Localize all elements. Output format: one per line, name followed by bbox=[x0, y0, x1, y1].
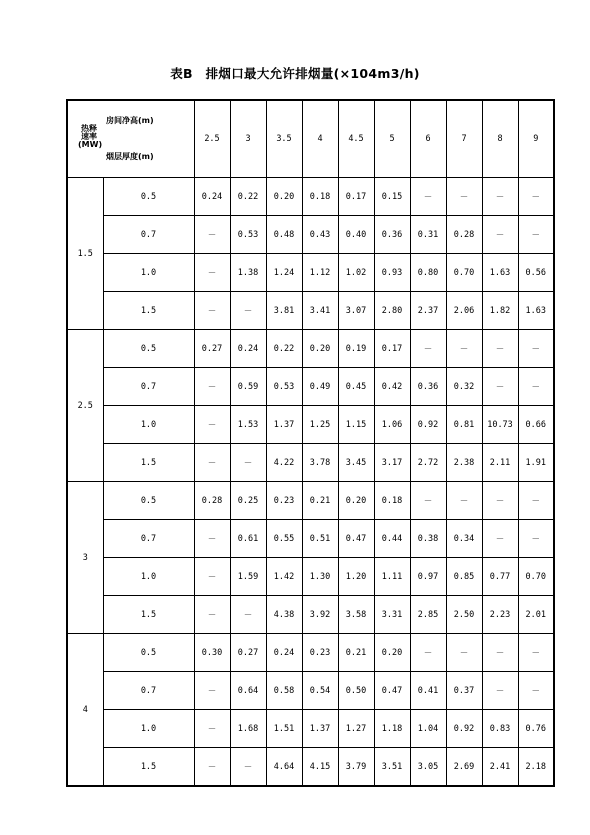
value-cell: 0.24 bbox=[230, 330, 266, 368]
table-row bbox=[67, 710, 554, 748]
value-cell: 2.18 bbox=[518, 748, 554, 787]
value-cell: 0.70 bbox=[446, 254, 482, 292]
header-row bbox=[67, 100, 554, 178]
value-cell: 0.85 bbox=[446, 558, 482, 596]
thickness-cell: 0.7 bbox=[103, 216, 194, 254]
table-row bbox=[67, 178, 554, 216]
thickness-cell: 0.7 bbox=[103, 520, 194, 558]
value-cell: 0.64 bbox=[230, 672, 266, 710]
value-cell: 3.07 bbox=[338, 292, 374, 330]
value-cell: 1.68 bbox=[230, 710, 266, 748]
value-cell: － bbox=[482, 216, 518, 254]
value-cell: 3.78 bbox=[302, 444, 338, 482]
value-cell: 2.80 bbox=[374, 292, 410, 330]
value-cell: 10.73 bbox=[482, 406, 518, 444]
value-cell: － bbox=[230, 748, 266, 787]
thickness-cell: 0.5 bbox=[103, 482, 194, 520]
height-header: 8 bbox=[482, 100, 518, 178]
value-cell: 0.37 bbox=[446, 672, 482, 710]
value-cell: 1.18 bbox=[374, 710, 410, 748]
table-row bbox=[67, 254, 554, 292]
value-cell: 1.59 bbox=[230, 558, 266, 596]
value-cell: 0.22 bbox=[230, 178, 266, 216]
thickness-cell: 0.7 bbox=[103, 672, 194, 710]
value-cell: － bbox=[482, 482, 518, 520]
value-cell: － bbox=[446, 178, 482, 216]
thickness-cell: 0.7 bbox=[103, 368, 194, 406]
heat-rate-cell: 4 bbox=[67, 634, 103, 787]
value-cell: － bbox=[230, 444, 266, 482]
value-cell: 2.72 bbox=[410, 444, 446, 482]
value-cell: 2.50 bbox=[446, 596, 482, 634]
value-cell: 0.30 bbox=[194, 634, 230, 672]
value-cell: 0.93 bbox=[374, 254, 410, 292]
value-cell: 1.91 bbox=[518, 444, 554, 482]
value-cell: 0.21 bbox=[302, 482, 338, 520]
value-cell: 1.27 bbox=[338, 710, 374, 748]
value-cell: － bbox=[194, 596, 230, 634]
heat-rate-cell: 1.5 bbox=[67, 178, 103, 330]
value-cell: － bbox=[230, 292, 266, 330]
value-cell: － bbox=[194, 292, 230, 330]
value-cell: 3.92 bbox=[302, 596, 338, 634]
value-cell: 0.23 bbox=[302, 634, 338, 672]
value-cell: 3.45 bbox=[338, 444, 374, 482]
heat-rate-cell: 2.5 bbox=[67, 330, 103, 482]
value-cell: 1.06 bbox=[374, 406, 410, 444]
value-cell: 3.41 bbox=[302, 292, 338, 330]
value-cell: 0.45 bbox=[338, 368, 374, 406]
height-header: 3 bbox=[230, 100, 266, 178]
value-cell: 4.64 bbox=[266, 748, 302, 787]
value-cell: － bbox=[194, 710, 230, 748]
value-cell: 0.81 bbox=[446, 406, 482, 444]
value-cell: － bbox=[518, 178, 554, 216]
value-cell: － bbox=[194, 216, 230, 254]
value-cell: 0.24 bbox=[194, 178, 230, 216]
value-cell: 1.37 bbox=[302, 710, 338, 748]
value-cell: 0.55 bbox=[266, 520, 302, 558]
value-cell: － bbox=[482, 368, 518, 406]
room-height-label: 房间净高(m) bbox=[106, 116, 154, 125]
table-row bbox=[67, 748, 554, 787]
value-cell: 1.11 bbox=[374, 558, 410, 596]
height-header: 5 bbox=[374, 100, 410, 178]
table-row bbox=[67, 558, 554, 596]
value-cell: 0.61 bbox=[230, 520, 266, 558]
value-cell: － bbox=[518, 634, 554, 672]
value-cell: 4.22 bbox=[266, 444, 302, 482]
table-row bbox=[67, 520, 554, 558]
table-row bbox=[67, 634, 554, 672]
value-cell: 1.30 bbox=[302, 558, 338, 596]
value-cell: － bbox=[482, 672, 518, 710]
value-cell: － bbox=[194, 558, 230, 596]
value-cell: － bbox=[230, 596, 266, 634]
value-cell: 0.18 bbox=[374, 482, 410, 520]
thickness-cell: 0.5 bbox=[103, 634, 194, 672]
value-cell: 0.21 bbox=[338, 634, 374, 672]
value-cell: 2.85 bbox=[410, 596, 446, 634]
value-cell: 0.40 bbox=[338, 216, 374, 254]
height-header: 6 bbox=[410, 100, 446, 178]
value-cell: 3.51 bbox=[374, 748, 410, 787]
value-cell: 0.22 bbox=[266, 330, 302, 368]
value-cell: － bbox=[518, 330, 554, 368]
table-row bbox=[67, 292, 554, 330]
value-cell: 0.51 bbox=[302, 520, 338, 558]
value-cell: 1.37 bbox=[266, 406, 302, 444]
table-row bbox=[67, 672, 554, 710]
value-cell: － bbox=[410, 178, 446, 216]
value-cell: 2.11 bbox=[482, 444, 518, 482]
value-cell: － bbox=[194, 368, 230, 406]
value-cell: 0.27 bbox=[194, 330, 230, 368]
value-cell: 2.37 bbox=[410, 292, 446, 330]
value-cell: 0.17 bbox=[374, 330, 410, 368]
value-cell: 1.42 bbox=[266, 558, 302, 596]
value-cell: 0.36 bbox=[410, 368, 446, 406]
height-header: 7 bbox=[446, 100, 482, 178]
value-cell: 0.20 bbox=[338, 482, 374, 520]
value-cell: － bbox=[482, 178, 518, 216]
value-cell: 3.17 bbox=[374, 444, 410, 482]
value-cell: 1.04 bbox=[410, 710, 446, 748]
value-cell: 1.15 bbox=[338, 406, 374, 444]
value-cell: 0.66 bbox=[518, 406, 554, 444]
value-cell: － bbox=[518, 482, 554, 520]
value-cell: － bbox=[194, 254, 230, 292]
value-cell: 0.38 bbox=[410, 520, 446, 558]
value-cell: 3.81 bbox=[266, 292, 302, 330]
thickness-cell: 1.5 bbox=[103, 292, 194, 330]
table-row bbox=[67, 368, 554, 406]
value-cell: 1.25 bbox=[302, 406, 338, 444]
value-cell: 2.23 bbox=[482, 596, 518, 634]
value-cell: 0.31 bbox=[410, 216, 446, 254]
value-cell: 0.92 bbox=[410, 406, 446, 444]
value-cell: 0.28 bbox=[446, 216, 482, 254]
value-cell: 3.58 bbox=[338, 596, 374, 634]
height-header: 4 bbox=[302, 100, 338, 178]
value-cell: 0.34 bbox=[446, 520, 482, 558]
thickness-cell: 1.5 bbox=[103, 748, 194, 787]
value-cell: － bbox=[482, 520, 518, 558]
value-cell: 0.19 bbox=[338, 330, 374, 368]
value-cell: 0.53 bbox=[230, 216, 266, 254]
value-cell: － bbox=[410, 634, 446, 672]
smoke-layer-label: 烟层厚度(m) bbox=[106, 152, 154, 161]
thickness-cell: 1.0 bbox=[103, 558, 194, 596]
thickness-cell: 0.5 bbox=[103, 178, 194, 216]
value-cell: － bbox=[194, 406, 230, 444]
value-cell: 0.54 bbox=[302, 672, 338, 710]
value-cell: 4.15 bbox=[302, 748, 338, 787]
thickness-cell: 1.0 bbox=[103, 710, 194, 748]
value-cell: 0.50 bbox=[338, 672, 374, 710]
corner-cell bbox=[67, 100, 194, 178]
value-cell: 3.05 bbox=[410, 748, 446, 787]
value-cell: － bbox=[482, 330, 518, 368]
value-cell: 0.97 bbox=[410, 558, 446, 596]
value-cell: 1.38 bbox=[230, 254, 266, 292]
value-cell: 0.70 bbox=[518, 558, 554, 596]
value-cell: 0.20 bbox=[374, 634, 410, 672]
value-cell: 0.58 bbox=[266, 672, 302, 710]
value-cell: 0.76 bbox=[518, 710, 554, 748]
value-cell: 0.77 bbox=[482, 558, 518, 596]
value-cell: 2.41 bbox=[482, 748, 518, 787]
value-cell: 3.31 bbox=[374, 596, 410, 634]
value-cell: － bbox=[194, 748, 230, 787]
value-cell: 2.69 bbox=[446, 748, 482, 787]
heat-rate-cell: 3 bbox=[67, 482, 103, 634]
value-cell: 0.17 bbox=[338, 178, 374, 216]
value-cell: 0.32 bbox=[446, 368, 482, 406]
height-header: 4.5 bbox=[338, 100, 374, 178]
value-cell: 1.53 bbox=[230, 406, 266, 444]
value-cell: － bbox=[518, 368, 554, 406]
value-cell: 1.02 bbox=[338, 254, 374, 292]
value-cell: 0.24 bbox=[266, 634, 302, 672]
value-cell: 2.01 bbox=[518, 596, 554, 634]
value-cell: － bbox=[446, 330, 482, 368]
value-cell: － bbox=[482, 634, 518, 672]
value-cell: － bbox=[518, 520, 554, 558]
value-cell: 0.41 bbox=[410, 672, 446, 710]
value-cell: 0.25 bbox=[230, 482, 266, 520]
value-cell: 0.44 bbox=[374, 520, 410, 558]
value-cell: 4.38 bbox=[266, 596, 302, 634]
value-cell: － bbox=[410, 330, 446, 368]
table-title: 表B 排烟口最大允许排烟量(×104m3/h) bbox=[170, 66, 420, 81]
value-cell: 0.28 bbox=[194, 482, 230, 520]
value-cell: 0.23 bbox=[266, 482, 302, 520]
height-header: 9 bbox=[518, 100, 554, 178]
value-cell: － bbox=[194, 672, 230, 710]
value-cell: 1.24 bbox=[266, 254, 302, 292]
value-cell: 0.48 bbox=[266, 216, 302, 254]
thickness-cell: 1.5 bbox=[103, 444, 194, 482]
value-cell: 1.63 bbox=[518, 292, 554, 330]
value-cell: 0.20 bbox=[302, 330, 338, 368]
height-header: 2.5 bbox=[194, 100, 230, 178]
value-cell: － bbox=[518, 216, 554, 254]
value-cell: － bbox=[194, 520, 230, 558]
value-cell: － bbox=[446, 482, 482, 520]
value-cell: － bbox=[446, 634, 482, 672]
value-cell: 0.42 bbox=[374, 368, 410, 406]
value-cell: 2.38 bbox=[446, 444, 482, 482]
value-cell: 0.56 bbox=[518, 254, 554, 292]
value-cell: 0.80 bbox=[410, 254, 446, 292]
value-cell: 0.20 bbox=[266, 178, 302, 216]
value-cell: － bbox=[194, 444, 230, 482]
value-cell: 0.18 bbox=[302, 178, 338, 216]
value-cell: 2.06 bbox=[446, 292, 482, 330]
value-cell: － bbox=[410, 482, 446, 520]
value-cell: 3.79 bbox=[338, 748, 374, 787]
thickness-cell: 0.5 bbox=[103, 330, 194, 368]
table-row bbox=[67, 216, 554, 254]
value-cell: 0.36 bbox=[374, 216, 410, 254]
thickness-cell: 1.0 bbox=[103, 406, 194, 444]
value-cell: 0.83 bbox=[482, 710, 518, 748]
table-row bbox=[67, 330, 554, 368]
smoke-exhaust-table bbox=[66, 99, 555, 787]
value-cell: 0.53 bbox=[266, 368, 302, 406]
value-cell: 1.12 bbox=[302, 254, 338, 292]
value-cell: 1.51 bbox=[266, 710, 302, 748]
value-cell: 0.47 bbox=[374, 672, 410, 710]
table-body bbox=[67, 100, 554, 786]
thickness-cell: 1.5 bbox=[103, 596, 194, 634]
value-cell: 0.15 bbox=[374, 178, 410, 216]
table-row bbox=[67, 482, 554, 520]
table-row bbox=[67, 596, 554, 634]
value-cell: 1.82 bbox=[482, 292, 518, 330]
height-header: 3.5 bbox=[266, 100, 302, 178]
heat-rate-label: 热释速率(MW) bbox=[78, 124, 103, 149]
thickness-cell: 1.0 bbox=[103, 254, 194, 292]
value-cell: 1.20 bbox=[338, 558, 374, 596]
value-cell: 0.47 bbox=[338, 520, 374, 558]
value-cell: 0.92 bbox=[446, 710, 482, 748]
value-cell: 1.63 bbox=[482, 254, 518, 292]
table-row bbox=[67, 444, 554, 482]
value-cell: － bbox=[518, 672, 554, 710]
value-cell: 0.27 bbox=[230, 634, 266, 672]
table-row bbox=[67, 406, 554, 444]
value-cell: 0.59 bbox=[230, 368, 266, 406]
value-cell: 0.43 bbox=[302, 216, 338, 254]
value-cell: 0.49 bbox=[302, 368, 338, 406]
